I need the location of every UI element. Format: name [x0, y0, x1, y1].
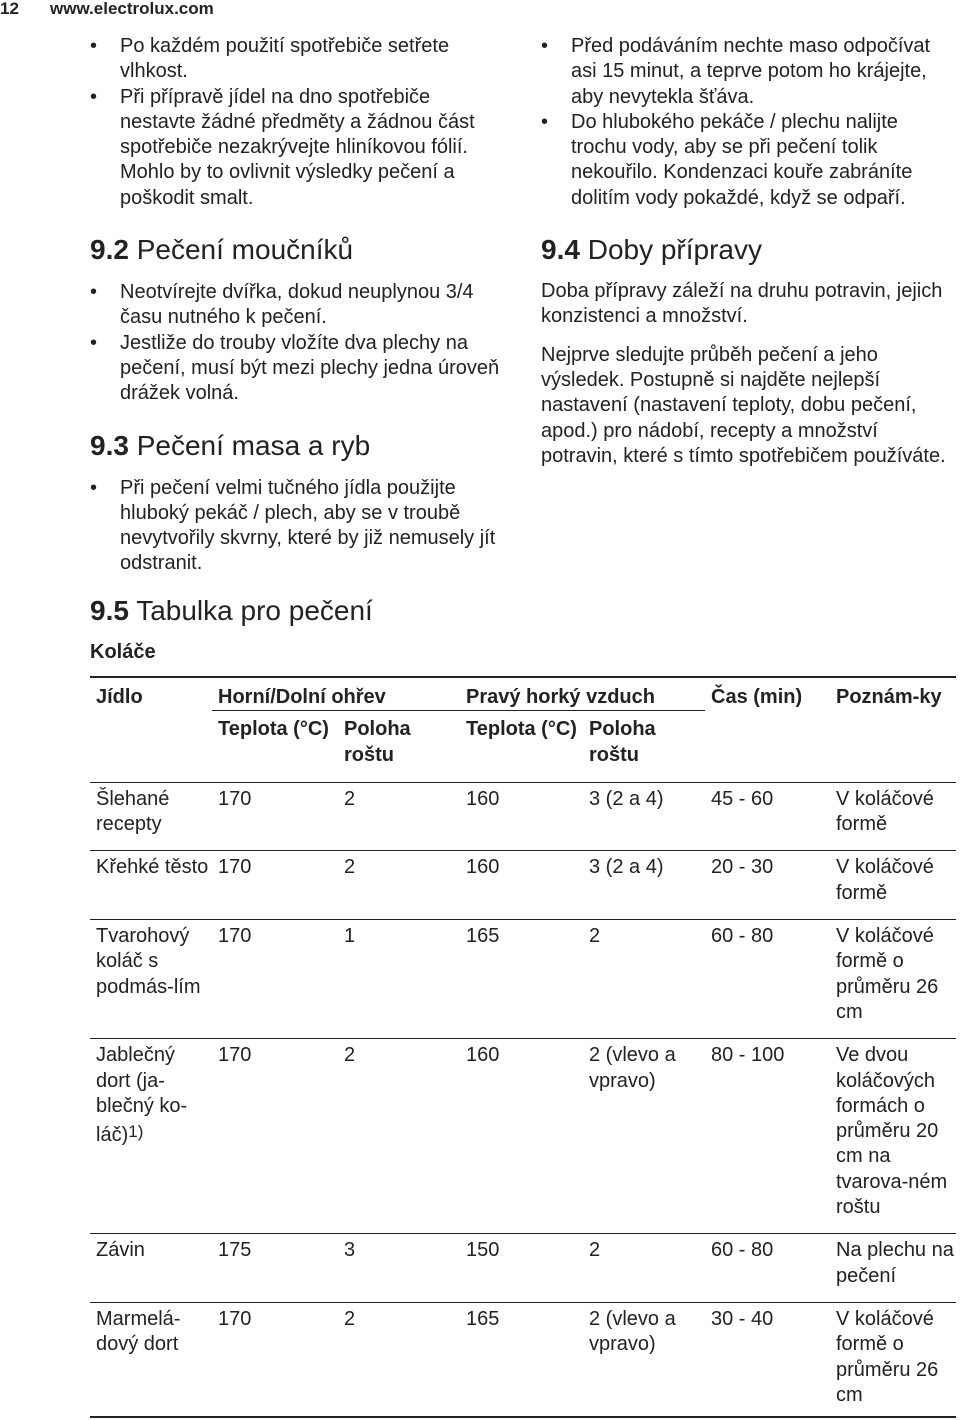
header-temperature: Teplota (°C)	[218, 718, 329, 741]
section-heading-9-5	[90, 594, 373, 628]
cell-tb-shelf: 2	[338, 1302, 460, 1417]
cell-food	[90, 1039, 212, 1234]
list-item: • Jestliže do trouby vložíte dva plechy na pečení, musí být mezi plechy jedna úroveň drážek volná.	[90, 331, 510, 407]
intro-bullet-list	[90, 34, 510, 211]
header-top-bottom-heat: Horní/Dolní ohřev	[212, 677, 460, 711]
cell-time: 60 - 80	[705, 920, 830, 1039]
cell-tb-temp: 170	[212, 920, 338, 1039]
table-row	[90, 1234, 956, 1303]
list-item: • Po každém použití spotřebiče setřete vlhkost.	[90, 34, 510, 85]
section-title: Tabulka pro pečení	[136, 595, 373, 626]
header-time: Čas (min)	[705, 677, 830, 782]
header-shelf: Poloha roštu	[589, 718, 656, 766]
section-number: 9.4	[541, 234, 580, 266]
cell-tb-temp: 170	[212, 1302, 338, 1417]
table-row	[90, 1302, 956, 1417]
baking-table	[90, 676, 956, 1418]
table-row	[90, 851, 956, 920]
header-true-fan: Pravý horký vzduch	[460, 677, 705, 711]
cell-fan-shelf: 3 (2 a 4)	[583, 782, 705, 851]
right-column	[541, 34, 951, 469]
cell-tb-shelf: 3	[338, 1234, 460, 1303]
cell-fan-temp: 165	[460, 920, 583, 1039]
paragraph: Nejprve sledujte průběh pečení a jeho výsledek. Postupně si najděte nejlepší nastavení (nastavení teploty, dobu pečení, apod.) pro nádobí, recepty a množství potravin, které s tímto spotřebičem používáte.	[541, 343, 946, 467]
cell-food: Křehké těsto	[90, 851, 212, 920]
cell-time: 30 - 40	[705, 1302, 830, 1417]
cell-tb-temp: 170	[212, 851, 338, 920]
cell-fan-temp: 165	[460, 1302, 583, 1417]
s92-bullet-list	[90, 280, 510, 406]
section-number: 9.3	[90, 429, 129, 461]
cell-tb-shelf: 2	[338, 851, 460, 920]
cell-fan-shelf: 2 (vlevo a vpravo)	[583, 1302, 705, 1417]
table-row	[90, 1039, 956, 1234]
cell-tb-temp: 170	[212, 782, 338, 851]
section-title: Pečení masa a ryb	[136, 429, 371, 461]
list-item: • Při přípravě jídel na dno spotřebiče nestavte žádné předměty a žádnou část spotřebiče nezakrývejte hliníkovou fólií. Mohlo by to ovlivnit výsledky pečení a poškodit smalt.	[90, 85, 510, 211]
cell-fan-shelf: 2	[583, 1234, 705, 1303]
list-item: • Neotvírejte dvířka, dokud neuplynou 3/4 času nutného k pečení.	[90, 280, 510, 331]
left-column	[90, 34, 510, 577]
cell-time: 45 - 60	[705, 782, 830, 851]
cell-fan-temp: 160	[460, 851, 583, 920]
meat-tips-list	[541, 34, 951, 211]
cell-tb-shelf: 2	[338, 1039, 460, 1234]
page-header	[0, 0, 214, 19]
cell-food: Šlehané recepty	[90, 782, 212, 851]
cell-fan-temp: 150	[460, 1234, 583, 1303]
table-row	[90, 920, 956, 1039]
cell-time: 60 - 80	[705, 1234, 830, 1303]
section-heading-9-2	[90, 233, 510, 267]
table-header-row	[90, 677, 956, 711]
cell-food: Tvarohový koláč s podmás-lím	[90, 920, 212, 1039]
cell-food: Marmelá-dový dort	[90, 1302, 212, 1417]
cell-fan-shelf: 3 (2 a 4)	[583, 851, 705, 920]
site-url[interactable]: www.electrolux.com	[50, 0, 214, 18]
food-name: Jablečný dort (ja-blečný ko-láč)	[96, 1044, 188, 1147]
cell-time: 20 - 30	[705, 851, 830, 920]
cell-tb-shelf: 1	[338, 920, 460, 1039]
table-row	[90, 782, 956, 851]
cell-tb-shelf: 2	[338, 782, 460, 851]
list-item: • Před podáváním nechte maso odpočívat asi 15 minut, a teprve potom ho krájejte, aby nevytekla šťáva.	[541, 34, 951, 110]
cell-note: V koláčové formě o průměru 26 cm	[830, 920, 956, 1039]
cell-tb-temp: 175	[212, 1234, 338, 1303]
section-title: Pečení moučníků	[136, 234, 354, 266]
section-title: Doby přípravy	[587, 234, 763, 266]
cell-fan-shelf: 2 (vlevo a vpravo)	[583, 1039, 705, 1234]
list-item: • Při pečení velmi tučného jídla použijte hluboký pekáč / plech, aby se v troubě nevytvořily skvrny, které by již nemusely jít odstranit.	[90, 476, 510, 577]
page-number: 12	[0, 0, 19, 18]
cell-tb-temp: 170	[212, 1039, 338, 1234]
section-number: 9.5	[90, 595, 129, 626]
cell-fan-temp: 160	[460, 1039, 583, 1234]
header-shelf: Poloha roštu	[344, 718, 411, 766]
cell-fan-shelf: 2	[583, 920, 705, 1039]
paragraph: Doba přípravy záleží na druhu potravin, jejich konzistenci a množství.	[541, 280, 943, 328]
cell-note: V koláčové formě	[830, 782, 956, 851]
cell-time: 80 - 100	[705, 1039, 830, 1234]
s93-bullet-list	[90, 476, 510, 577]
section-number: 9.2	[90, 234, 129, 266]
cell-note: V koláčové formě o průměru 26 cm	[830, 1302, 956, 1417]
cell-food: Závin	[90, 1234, 212, 1303]
list-item: • Do hlubokého pekáče / plechu nalijte trochu vody, aby se při pečení tolik nekouřilo. Kondenzaci kouře zabráníte dolitím vody pokaždé, když se odpaří.	[541, 110, 951, 211]
footnote-mark: 1)	[128, 1122, 144, 1142]
header-notes: Poznám-ky	[830, 677, 956, 782]
section-heading-9-4	[541, 233, 951, 267]
cell-fan-temp: 160	[460, 782, 583, 851]
table-subtitle: Koláče	[90, 641, 156, 663]
cell-note: V koláčové formě	[830, 851, 956, 920]
cell-note: Na plechu na pečení	[830, 1234, 956, 1303]
section-heading-9-3	[90, 429, 510, 463]
cell-note: Ve dvou koláčových formách o průměru 20 cm na tvarova-ném roštu	[830, 1039, 956, 1234]
header-temperature: Teplota (°C)	[466, 718, 577, 741]
header-food: Jídlo	[90, 677, 212, 782]
